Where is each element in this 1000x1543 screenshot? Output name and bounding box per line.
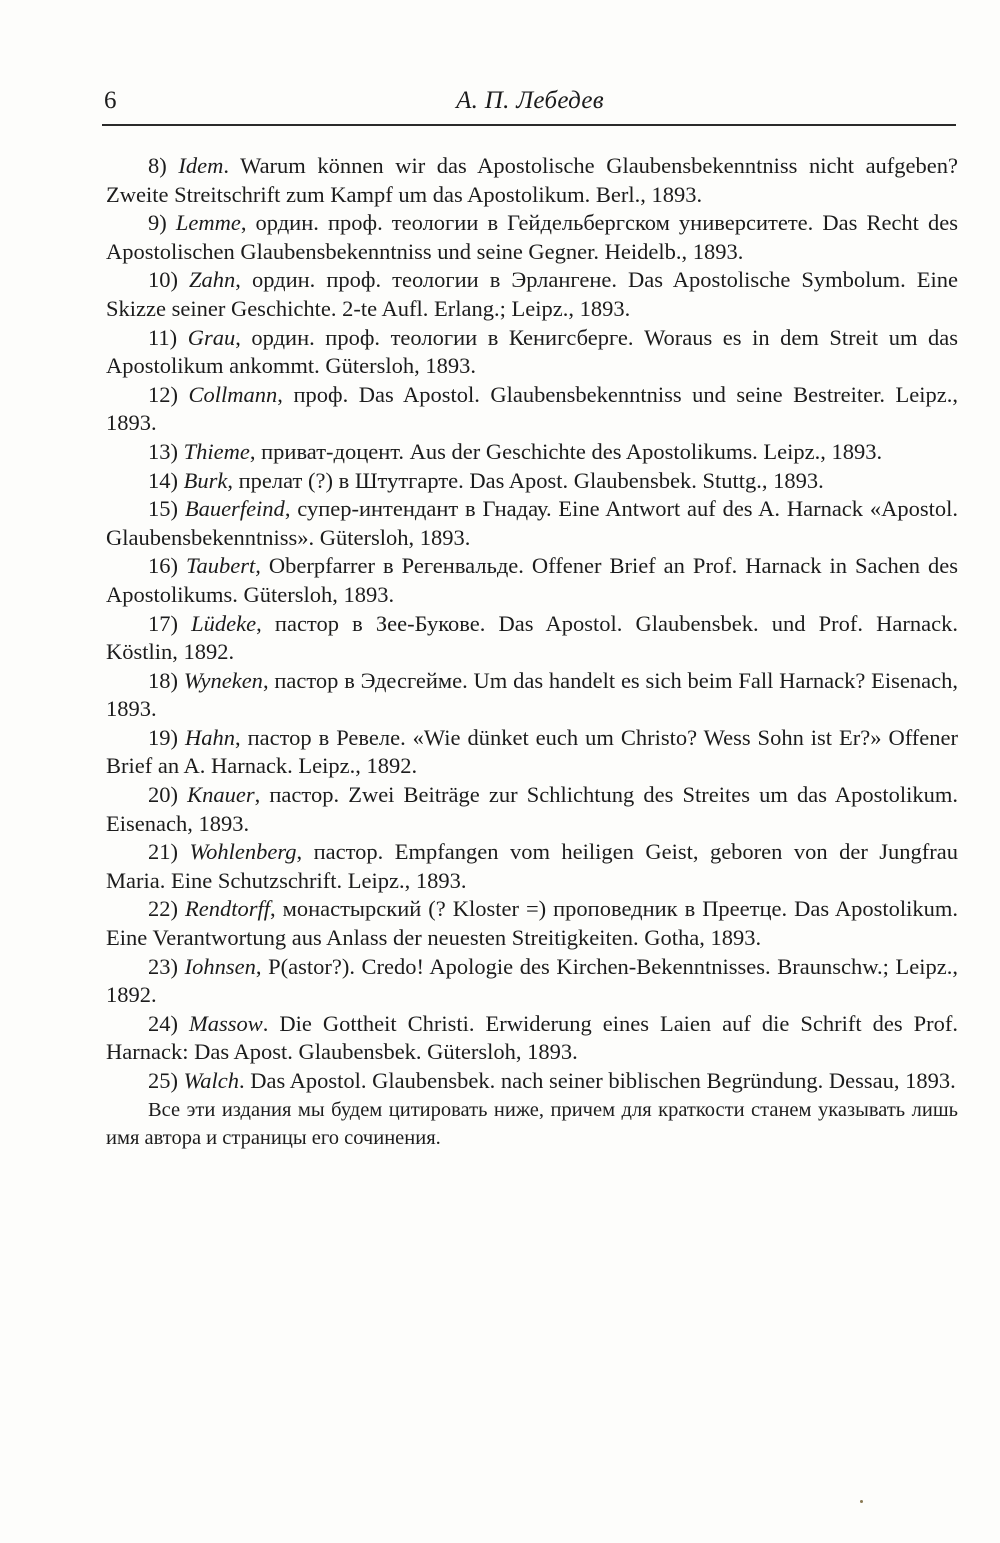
bibliography-entry bbox=[106, 552, 958, 609]
bibliography-entry bbox=[106, 324, 958, 381]
entry-author: Iohnsen bbox=[184, 953, 256, 979]
bibliography-list bbox=[106, 152, 958, 1153]
entry-author: Rendtorff bbox=[184, 896, 270, 922]
entry-number: 10) bbox=[148, 267, 178, 293]
bibliography-entry bbox=[106, 781, 958, 838]
paper-speck bbox=[860, 1500, 863, 1503]
entry-author: Grau bbox=[187, 324, 236, 350]
entry-text: , приват-доцент. Aus der Geschichte des Apostolikums. Leipz., 1893. bbox=[249, 438, 883, 464]
entry-number: 16) bbox=[148, 553, 178, 579]
entry-author: Thieme bbox=[183, 438, 250, 464]
entry-number: 14) bbox=[148, 467, 178, 493]
entry-text: . Das Apostol. Glaubensbek. nach seiner biblischen Begründung. Dessau, 1893. bbox=[239, 1068, 956, 1093]
bibliography-entry bbox=[106, 1010, 958, 1067]
entry-number: 23) bbox=[148, 953, 178, 979]
entry-author: Wohlenberg bbox=[189, 839, 297, 865]
entry-number: 11) bbox=[148, 324, 178, 350]
entry-text: , ордин. проф. теологии в Кенигсберге. Woraus es in dem Streit um das Apostolikum ankommt. Gütersloh, 1893. bbox=[106, 324, 958, 379]
entry-author: Lemme bbox=[175, 210, 241, 236]
bibliography-entry bbox=[106, 152, 958, 209]
bibliography-entry bbox=[106, 953, 958, 1010]
entry-author: Collmann bbox=[188, 381, 278, 407]
bibliography-entry bbox=[106, 495, 958, 552]
entry-text: , ордин. проф. теологии в Эрлангене. Das Apostolische Symbolum. Eine Skizze seiner Geschichte. 2-te Aufl. Erlang.; Leipz., 1893. bbox=[106, 267, 958, 321]
bibliography-entry bbox=[106, 895, 958, 952]
entry-number: 18) bbox=[148, 667, 178, 693]
entry-author: Walch bbox=[183, 1068, 240, 1093]
entry-text: Oberpfarrer в Регенвальде. Offener Brief an Prof. Harnack in Sachen des Apostolikums. Gütersloh, 1893. bbox=[106, 553, 959, 607]
bibliography-entry bbox=[106, 610, 958, 667]
entry-number: 15) bbox=[148, 496, 178, 522]
entry-author: Massow bbox=[189, 1010, 263, 1036]
entry-text: , пастор. Empfangen vom heiligen Geist, geboren von der Jungfrau Maria. Eine Schutzschrift. Leipz., 1893. bbox=[106, 839, 959, 893]
entry-author: Burk bbox=[183, 467, 228, 493]
entry-text: , монастырский (? Kloster =) проповедник в Преетце. Das Apostolikum. Eine Verantwortung aus Anlass der neuesten Streitigkeiten. Gotha, 1893. bbox=[106, 896, 958, 951]
entry-author: Zahn bbox=[189, 267, 236, 293]
entry-author: Hahn bbox=[184, 724, 235, 750]
entry-number: 24) bbox=[148, 1010, 178, 1036]
entry-author: Taubert, bbox=[186, 553, 261, 579]
bibliography-entry bbox=[106, 838, 958, 895]
entry-author: Idem bbox=[178, 153, 224, 178]
entry-text: , прелат (?) в Штутгарте. Das Apost. Glaubensbek. Stuttg., 1893. bbox=[227, 467, 824, 493]
running-title: А. П. Лебедев bbox=[456, 87, 604, 114]
bibliography-entry bbox=[106, 724, 958, 781]
bibliography-entry bbox=[106, 266, 958, 323]
entry-text: , проф. Das Apostol. Glaubensbekenntniss und seine Bestreiter. Leipz., 1893. bbox=[106, 381, 959, 436]
entry-number: 22) bbox=[148, 896, 178, 922]
entry-author: Knauer bbox=[187, 782, 255, 808]
entry-author: Lüdeke bbox=[191, 610, 257, 636]
entry-text: , пастор. Zwei Beiträge zur Schlichtung des Streites um das Apostolikum. Eisenach, 1893. bbox=[106, 782, 959, 836]
entry-text: , P(astor?). Credo! Apologie des Kirchen-Bekenntnisses. Braunschw.; Leipz., 1892. bbox=[106, 953, 958, 1008]
entry-number: 12) bbox=[148, 381, 178, 407]
entry-number: 25) bbox=[148, 1068, 178, 1093]
bibliography-entry bbox=[106, 1067, 958, 1096]
entry-number: 17) bbox=[148, 610, 178, 636]
running-head bbox=[104, 84, 956, 118]
entry-number: 20) bbox=[148, 782, 178, 808]
closing-paragraph: Все эти издания мы будем цитировать ниже, причем для краткости станем указывать лишь имя автора и страницы его сочинения. bbox=[106, 1098, 958, 1150]
bibliography-entry bbox=[106, 467, 958, 496]
bibliography-entry bbox=[106, 381, 958, 438]
entry-number: 9) bbox=[148, 210, 167, 236]
entry-number: 8) bbox=[148, 153, 167, 178]
entry-text: , пастор в Ревеле. «Wie dünket euch um Christo? Wess Sohn ist Er?» Offener Brief an A. Harnack. Leipz., 1892. bbox=[106, 724, 959, 779]
entry-text: , пастор в Эдесгейме. Um das handelt es sich beim Fall Harnack? Eisenach, 1893. bbox=[106, 667, 958, 722]
entry-author: Wyneken bbox=[183, 667, 263, 693]
page-number: 6 bbox=[104, 87, 117, 114]
entry-number: 21) bbox=[148, 839, 178, 865]
entry-author: Bauerfeind bbox=[184, 496, 285, 522]
entry-number: 19) bbox=[148, 724, 178, 750]
entry-number: 13) bbox=[148, 438, 178, 464]
bibliography-entry bbox=[106, 209, 958, 266]
entry-text: , пастор в Зее-Букове. Das Apostol. Glaubensbek. und Prof. Harnack. Köstlin, 1892. bbox=[106, 610, 958, 665]
bibliography-entry bbox=[106, 438, 958, 467]
entry-text: . Warum können wir das Apostolische Glaubensbekenntniss nicht aufgeben? Zweite Streitschrift zum Kampf um das Apostolikum. Berl., 1893. bbox=[106, 153, 959, 207]
entry-text: , супер-интендант в Гнадау. Eine Antwort auf des A. Harnack «Apostol. Glaubensbekenntniss». Gütersloh, 1893. bbox=[106, 496, 958, 550]
entry-text: . Die Gottheit Christi. Erwiderung eines Laien auf die Schrift des Prof. Harnack: Das Apost. Glaubensbek. Gütersloh, 1893. bbox=[106, 1010, 958, 1065]
bibliography-entry bbox=[106, 667, 958, 724]
header-rule bbox=[102, 124, 956, 126]
entry-text: , ордин. проф. теологии в Гейдельбергском университете. Das Recht des Apostolischen Glaubensbekenntniss und seine Gegner. Heidelb., 1893. bbox=[106, 210, 959, 264]
